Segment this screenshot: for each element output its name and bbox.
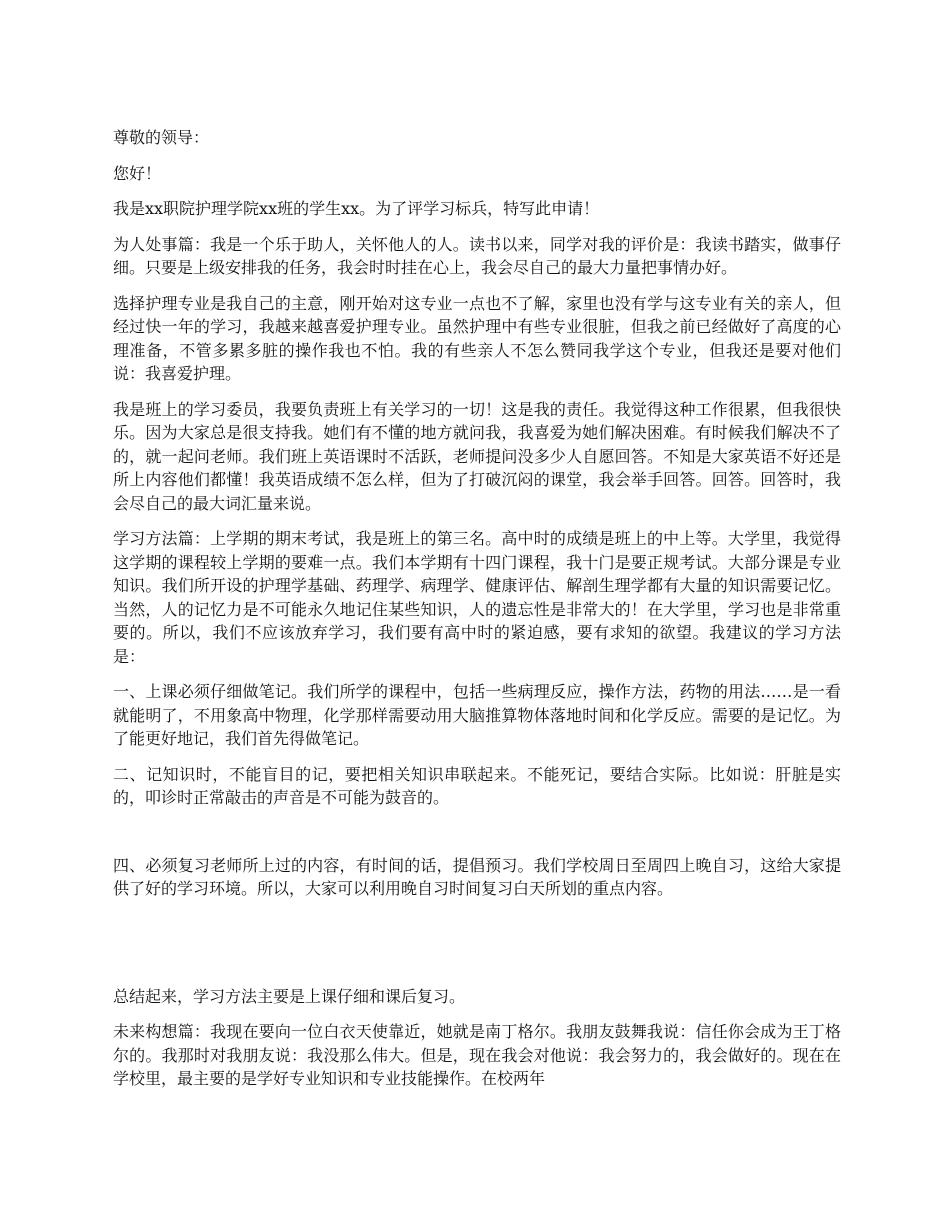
major-paragraph: 选择护理专业是我自己的主意，刚开始对这专业一点也不了解，家里也没有学与这专业有关的亲人，但经过快一年的学习，我越来越喜爱护理专业。虽然护理中有些专业很脏，但我之前已经做好了高度的心理准备，不管多累多脏的操作我也不怕。我的有些亲人不怎么赞同我学这个专业，但我还是要对他们说：我喜爱护理。 — [113, 293, 841, 383]
committee-paragraph: 我是班上的学习委员，我要负责班上有关学习的一切！这是我的责任。我觉得这种工作很累，但我很快乐。因为大家总是很支持我。她们有不懂的地方就问我，我喜爱为她们解决困难。有时候我们解决不了的，就一起问老师。我们班上英语课时不活跃，老师提问没多少人自愿回答。不知是大家英语不好还是所上内容他们都懂！我英语成绩不怎么样，但为了打破沉闷的课堂，我会举手回答。回答。回答时，我会尽自己的最大词汇量来说。 — [113, 399, 841, 513]
point-one-paragraph: 一、上课必须仔细做笔记。我们所学的课程中，包括一些病理反应，操作方法，药物的用法……是一看就能明了，不用象高中物理，化学那样需要动用大脑推算物体落地时间和化学反应。需要的是记忆。为了能更好地记，我们首先得做笔记。 — [113, 682, 841, 748]
greeting: 您好！ — [113, 163, 162, 183]
summary-paragraph: 总结起来，学习方法主要是上课仔细和课后复习。 — [113, 986, 466, 1006]
document-page — [113, 126, 841, 1103]
future-paragraph: 未来构想篇：我现在要向一位白衣天使靠近，她就是南丁格尔。我朋友鼓舞我说：信任你会成为王丁格尔的。我那时对我朋友说：我没那么伟大。但是，现在我会对他说：我会努力的，我会做好的。现在在学校里，最主要的是学好专业知识和专业技能操作。在校两年 — [113, 1022, 841, 1088]
blank-space — [113, 913, 841, 985]
salutation: 尊敬的领导： — [113, 128, 210, 147]
conduct-paragraph: 为人处事篇：我是一个乐于助人，关怀他人的人。读书以来，同学对我的评价是：我读书踏实，做事仔细。只要是上级安排我的任务，我会时时挂在心上，我会尽自己的最大力量把事情办好。 — [113, 234, 841, 277]
intro-paragraph: 我是xx职院护理学院xx班的学生xx。为了评学习标兵，特写此申请！ — [113, 199, 600, 218]
blank-space — [113, 822, 841, 854]
point-two-paragraph: 二、记知识时，不能盲目的记，要把相关知识串联起来。不能死记，要结合实际。比如说：肝脏是实的，叩诊时正常敲击的声音是不可能为鼓音的。 — [113, 764, 841, 807]
method-paragraph: 学习方法篇：上学期的期末考试，我是班上的第三名。高中时的成绩是班上的中上等。大学里，我觉得这学期的课程较上学期的要难一点。我们本学期有十四门课程，我十门是要正规考试。大部分课是专业知识。我们所开设的护理学基础、药理学、病理学、健康评估、解剖生理学都有大量的知识需要记忆。当然，人的记忆力是不可能永久地记住某些知识，人的遗忘性是非常大的！在大学里，学习也是非常重要的。所以，我们不应该放弃学习，我们要有高中时的紧迫感，要有求知的欲望。我建议的学习方法是： — [113, 529, 841, 666]
point-four-paragraph: 四、必须复习老师所上过的内容，有时间的话，提倡预习。我们学校周日至周四上晚自习，这给大家提供了好的学习环境。所以，大家可以利用晚自习时间复习白天所划的重点内容。 — [113, 855, 841, 898]
